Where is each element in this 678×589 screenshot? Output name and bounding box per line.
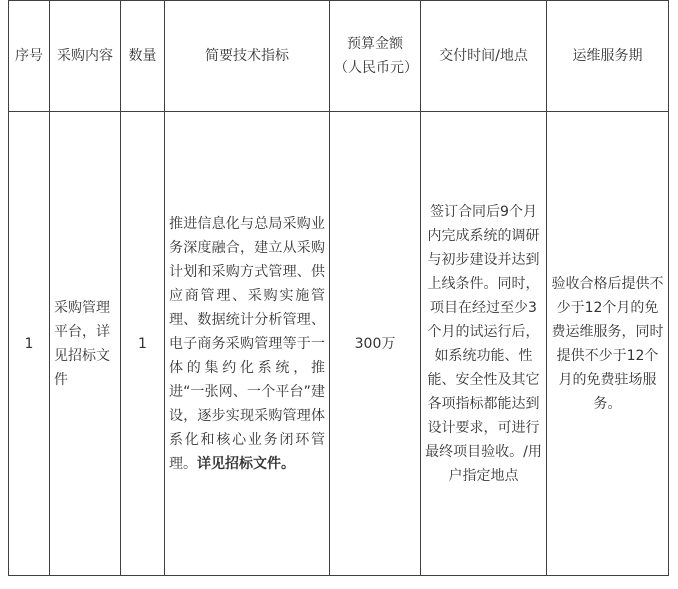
specs-text: 推进信息化与总局采购业务深度融合，建立从采购计划和采购方式管理、供应商管理、采购实施管理、数据统计分析管理、电子商务采购管理等于一体的集约化系统，推进“一张网、一个平台”建设，逐步实现采购管理体系化和核心业务闭环管理。 [169, 215, 325, 472]
header-specs: 简要技术指标 [165, 1, 330, 112]
procurement-table [8, 0, 669, 576]
table-row [9, 112, 669, 576]
header-delivery: 交付时间/地点 [421, 1, 547, 112]
cell-budget: 300万 [330, 112, 421, 576]
cell-service: 验收合格后提供不少于12个月的免费运维服务，同时提供不少于12个月的免费驻场服务。 [547, 112, 669, 576]
table-header-row [9, 1, 669, 112]
cell-specs [165, 112, 330, 576]
header-quantity: 数量 [121, 1, 165, 112]
cell-index: 1 [9, 112, 50, 576]
cell-content: 采购管理平台，详见招标文件 [50, 112, 121, 576]
cell-quantity: 1 [121, 112, 165, 576]
cell-delivery: 签订合同后9个月内完成系统的调研与初步建设并达到上线条件。同时，项目在经过至少3个月的试运行后，如系统功能、性能、安全性及其它各项指标都能达到设计要求，可进行最终项目验收。/用户指定地点 [421, 112, 547, 576]
header-service: 运维服务期 [547, 1, 669, 112]
specs-see-documents: 详见招标文件。 [197, 455, 295, 472]
header-content: 采购内容 [50, 1, 121, 112]
header-budget: 预算金额（人民币元） [330, 1, 421, 112]
header-index: 序号 [9, 1, 50, 112]
